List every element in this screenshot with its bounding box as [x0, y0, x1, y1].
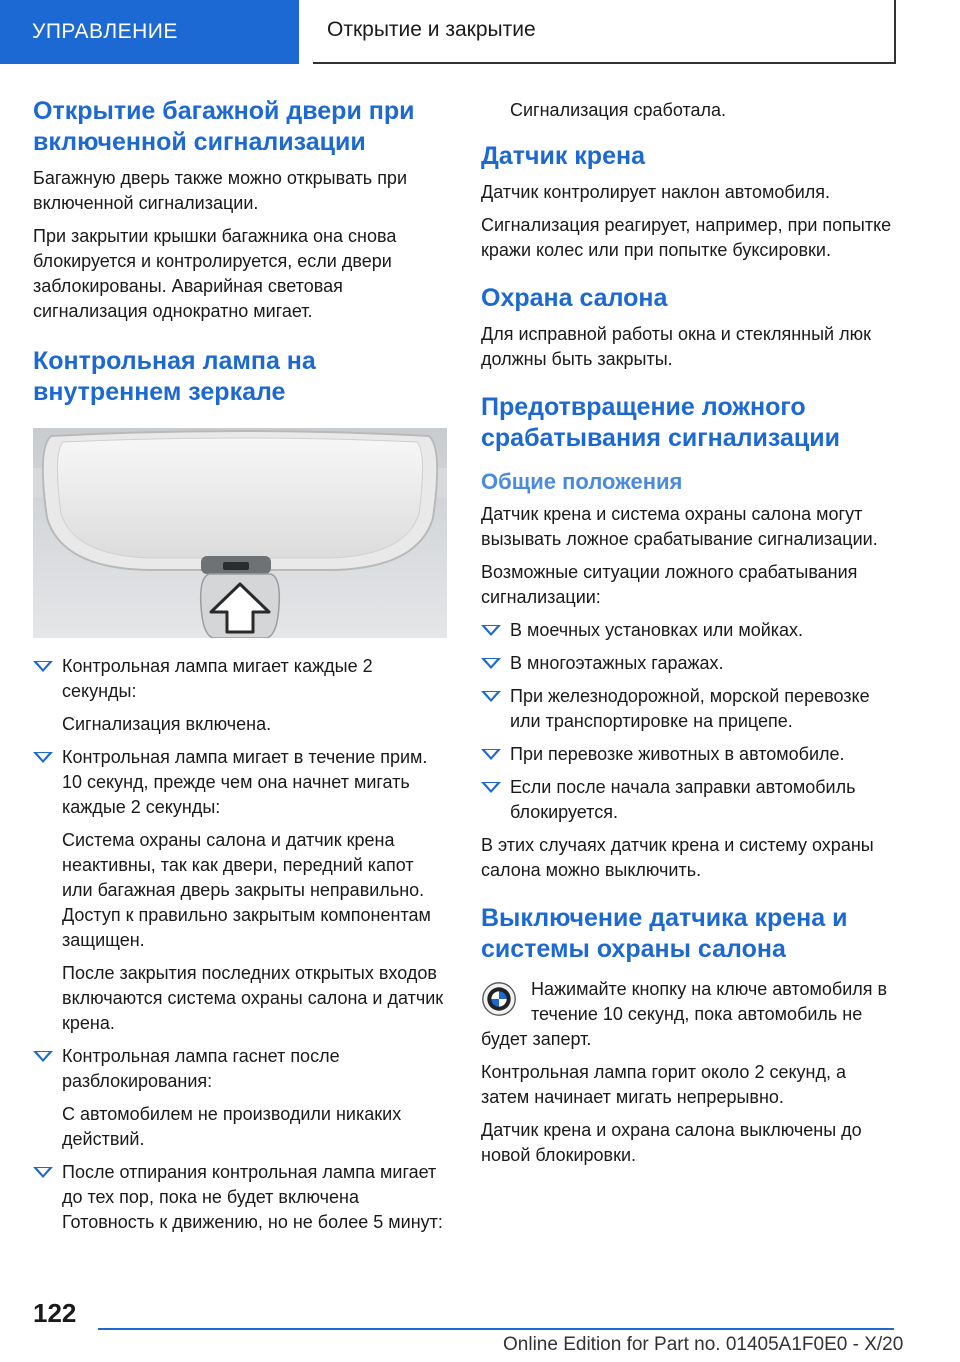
paragraph: Возможные ситуации ложного срабатывания сигнализации: — [481, 562, 858, 607]
header-section-label: УПРАВЛЕНИЕ — [32, 20, 178, 43]
header-chapter-label: Открытие и закрытие — [327, 18, 536, 41]
triangle-bullet-icon — [481, 658, 501, 669]
triangle-bullet-icon — [481, 782, 501, 793]
heading-tilt-sensor: Датчик крена — [481, 142, 645, 170]
triangle-bullet-icon — [33, 1167, 53, 1178]
paragraph: Датчик крена и охрана салона выключены до новой блокировки. — [481, 1120, 862, 1165]
list-item-subtext: После закрытия последних открытых входов включаются система охраны салона и датчик крена. — [62, 963, 444, 1033]
list-item: После отпирания контрольная лампа мигает до тех пор, пока не будет включена Готовность к движению, но не более 5 минут: — [33, 1160, 447, 1235]
list-item: В многоэтажных гаражах. — [481, 651, 895, 676]
triangle-bullet-icon — [33, 661, 53, 672]
paragraph-text: Нажимайте кнопку на ключе автомобиля в течение 10 секунд, пока автомобиль не будет заперт. — [481, 979, 888, 1049]
triangle-bullet-icon — [33, 1051, 53, 1062]
list-item: Контрольная лампа мигает каждые 2 секунды: — [33, 654, 447, 704]
paragraph: Датчик крена и система охраны салона могут вызывать ложное срабатывание сигнализации. — [481, 504, 878, 549]
heading-mirror-lamp: Контрольная лампа на внутреннем зеркале — [33, 347, 316, 406]
list-item-subtext: Система охраны салона и датчик крена неактивны, так как двери, передний капот или багажная дверь закрыты неправильно. Доступ к правильно закрытым компонентам защищен. — [62, 830, 431, 950]
paragraph: При закрытии крышки багажника она снова блокируется и контролируется, если двери заблокированы. Аварийная световая сигнализация однократно мигает. — [33, 226, 397, 321]
footer-edition: Online Edition for Part no. 01405A1F0E0 - X/20 — [503, 1334, 904, 1355]
heading-false-alarm: Предотвращение ложного срабатывания сигнализации — [481, 393, 841, 452]
paragraph: Багажную дверь также можно открывать при включенной сигнализации. — [33, 168, 408, 213]
paragraph: Для исправной работы окна и стеклянный люк должны быть закрыты. — [481, 324, 871, 369]
heading-trunk-alarm: Открытие багажной двери при включенной сигнализации — [33, 97, 415, 156]
list-item-subtext: С автомобилем не производили никаких действий. — [62, 1104, 402, 1149]
footer-divider — [98, 1328, 894, 1330]
list-item-subtext: Сигнализация сработала. — [510, 100, 727, 120]
right-column — [481, 98, 895, 1176]
list-item: Контрольная лампа мигает в течение прим. 10 секунд, прежде чем она начнет мигать каждые 2 секунды: — [33, 745, 447, 820]
bmw-key-lock-icon — [481, 981, 517, 1017]
paragraph: В этих случаях датчик крена и систему охраны салона можно выключить. — [481, 835, 874, 880]
header-chapter-tab — [313, 0, 896, 64]
header-section-tab — [0, 0, 299, 64]
paragraph: Контрольная лампа горит около 2 секунд, а затем начинает мигать непрерывно. — [481, 1062, 847, 1107]
list-item: Если после начала заправки автомобиль блокируется. — [481, 775, 895, 825]
subheading-general: Общие положения — [481, 469, 683, 494]
page-number: 122 — [33, 1298, 77, 1328]
triangle-bullet-icon — [33, 752, 53, 763]
list-item-subtext: Сигнализация включена. — [62, 714, 272, 734]
triangle-bullet-icon — [481, 749, 501, 760]
paragraph: Сигнализация реагирует, например, при попытке кражи колес или при попытке буксировки. — [481, 215, 892, 260]
paragraph — [481, 977, 895, 1052]
left-column — [33, 96, 447, 1243]
list-item: При железнодорожной, морской перевозке или транспортировке на прицепе. — [481, 684, 895, 734]
heading-interior-protection: Охрана салона — [481, 284, 668, 312]
paragraph: Датчик контролирует наклон автомобиля. — [481, 182, 830, 202]
list-item: В моечных установках или мойках. — [481, 618, 895, 643]
list-item: Контрольная лампа гаснет после разблокирования: — [33, 1044, 447, 1094]
heading-disable-sensors: Выключение датчика крена и системы охраны салона — [481, 904, 848, 963]
rearview-mirror-image — [33, 428, 447, 638]
triangle-bullet-icon — [481, 625, 501, 636]
triangle-bullet-icon — [481, 691, 501, 702]
list-item: При перевозке животных в автомобиле. — [481, 742, 895, 767]
